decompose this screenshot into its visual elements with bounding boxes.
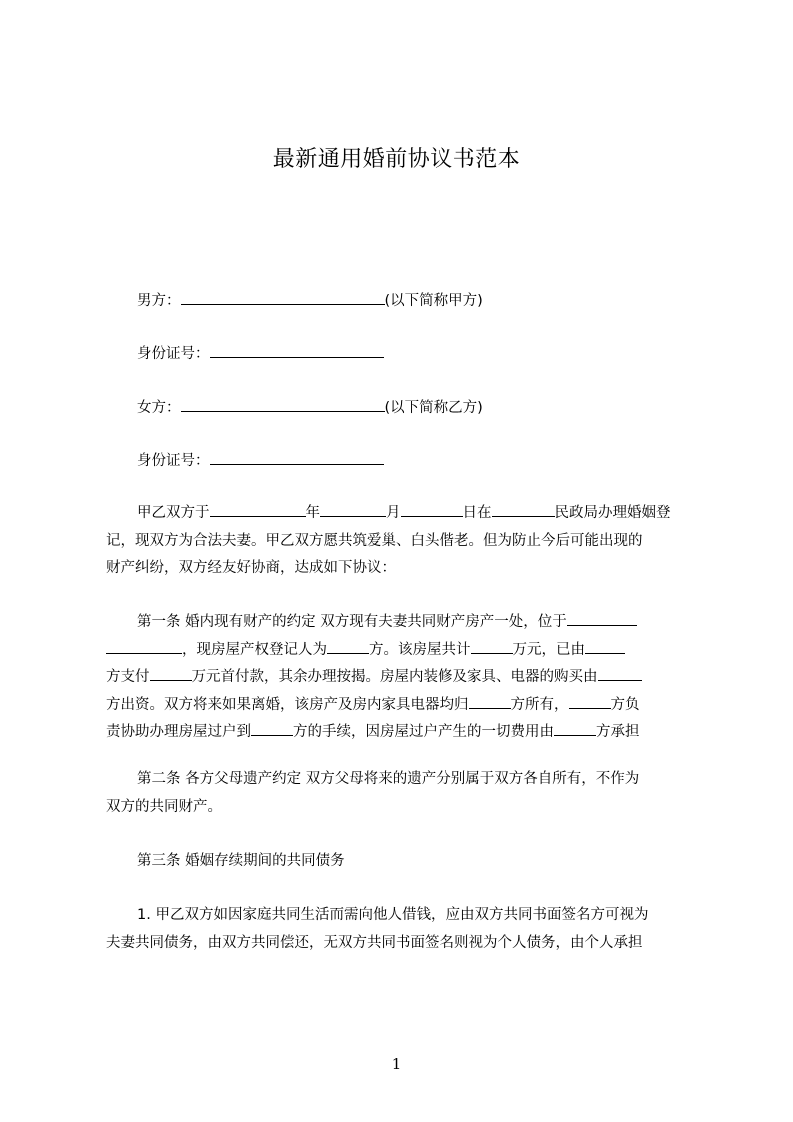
article-3-clause-1 xyxy=(106,902,700,957)
intro-line-1: 甲乙双方于 年 月 日在 民政局办理婚姻登 xyxy=(106,500,700,528)
page-number: 1 xyxy=(391,1055,402,1073)
male-suffix: (以下简称甲方) xyxy=(384,293,483,309)
female-id-label: 身份证号： xyxy=(137,453,210,469)
female-id-field xyxy=(137,450,384,471)
document-title: 最新通用婚前协议书范本 xyxy=(272,147,521,172)
male-name-blank xyxy=(181,290,385,305)
article-1-line-5: 责协助办理房屋过户到 方的手续，因房屋过户产生的一切费用由 方承担 xyxy=(106,719,700,747)
article-1-line-1: 第一条 婚内现有财产的约定 双方现有夫妻共同财产房产一处，位于 xyxy=(106,609,700,637)
intro-line-2: 记，现双方为合法夫妻。甲乙双方愿共筑爱巢、白头偕老。但为防止今后可能出现的 xyxy=(106,532,643,549)
male-id-label: 身份证号： xyxy=(137,346,210,362)
male-id-blank xyxy=(210,343,384,358)
article-3-heading-text: 第三条 婚姻存续期间的共同债务 xyxy=(137,853,345,869)
article-2-line-1: 第二条 各方父母遗产约定 双方父母将来的遗产分别属于双方各自所有，不作为 xyxy=(137,771,640,787)
male-id-field xyxy=(137,343,384,364)
article-3-clause-1-line-2: 夫妻共同债务，由双方共同偿还，无双方共同书面签名则视为个人债务，由个人承担 xyxy=(106,934,643,951)
article-2-line-2: 双方的共同财产。 xyxy=(106,798,222,815)
article-2 xyxy=(106,766,700,821)
article-1-line-4: 方出资。双方将来如果离婚，该房产及房内家具电器均归 方所有， 方负 xyxy=(106,692,700,720)
intro-line-3: 财产纠纷，双方经友好协商，达成如下协议： xyxy=(106,560,396,576)
article-1 xyxy=(106,609,700,747)
male-party-field xyxy=(137,290,483,311)
article-1-line-2: ，现房屋产权登记人为 方。该房屋共计 万元，已由 xyxy=(106,637,700,665)
female-suffix: (以下简称乙方) xyxy=(384,400,483,416)
article-3-heading xyxy=(106,848,700,876)
female-id-blank xyxy=(210,450,384,465)
female-party-field xyxy=(137,397,483,418)
article-3-clause-1-line-1: 1. 甲乙双方如因家庭共同生活而需向他人借钱，应由双方共同书面签名方可视为 xyxy=(137,907,649,923)
intro-paragraph xyxy=(106,500,700,583)
male-label: 男方： xyxy=(137,293,181,309)
female-label: 女方： xyxy=(137,400,181,416)
article-1-line-3: 方支付 万元首付款，其余办理按揭。房屋内装修及家具、电器的购买由 xyxy=(106,664,700,692)
female-name-blank xyxy=(181,397,385,412)
